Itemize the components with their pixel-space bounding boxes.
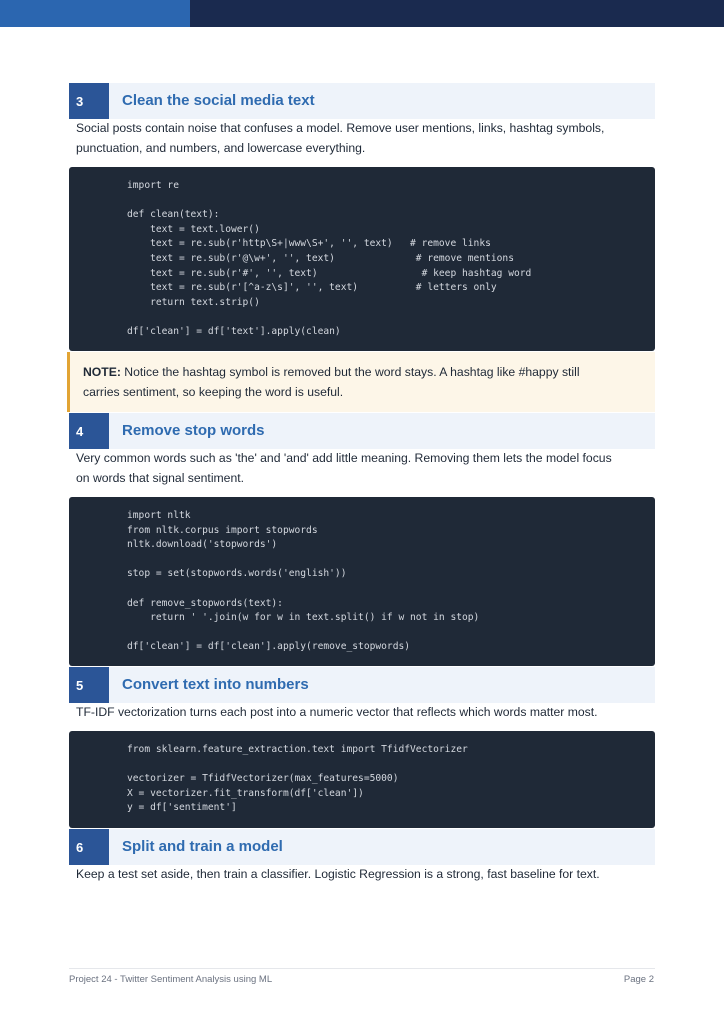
- code-line: [127, 194, 655, 209]
- step-title: Clean the social media text: [122, 92, 315, 109]
- step-number: 6: [69, 829, 109, 865]
- code-line: df['clean'] = df['clean'].apply(remove_stopwords): [127, 641, 411, 653]
- step-4-description: [76, 448, 654, 488]
- paragraph-line: Social posts contain noise that confuses a model. Remove user mentions, links, hashtag symbols,: [76, 121, 605, 135]
- note-line: [83, 362, 641, 382]
- code-line: nltk.download('stopwords'): [127, 539, 278, 551]
- code-line: text = re.sub(r'[^a-z\s]', '', text) # letters only: [127, 282, 497, 294]
- step-3-header: [69, 83, 655, 119]
- code-line: import nltk: [127, 510, 191, 521]
- step-6-header: [69, 829, 655, 865]
- code-line: import re: [127, 180, 179, 191]
- step-title: Convert text into numbers: [122, 676, 309, 693]
- note-line: carries sentiment, so keeping the word is useful.: [83, 385, 344, 399]
- step-title: Split and train a model: [122, 838, 283, 855]
- step-3-description: [76, 118, 654, 158]
- step-number: 5: [69, 667, 109, 703]
- code-block-tfidf[interactable]: [69, 731, 655, 828]
- code-line: df['clean'] = df['text'].apply(clean): [127, 325, 341, 337]
- code-line: vectorizer = TfidfVectorizer(max_features=5000): [127, 773, 399, 785]
- paragraph-line: Keep a test set aside, then train a classifier. Logistic Regression is a strong, fast baseline for text.: [76, 867, 600, 881]
- code-line: def remove_stopwords(text):: [127, 597, 283, 609]
- code-line: from sklearn.feature_extraction.text import TfidfVectorizer: [127, 744, 468, 755]
- step-title: Remove stop words: [122, 422, 265, 439]
- top-banner: [0, 0, 724, 27]
- step-number: 3: [69, 83, 109, 119]
- code-line: stop = set(stopwords.words('english')): [127, 568, 347, 580]
- footer-divider: [69, 968, 655, 969]
- code-line: [127, 310, 655, 325]
- code-line: text = re.sub(r'@\w+', '', text) # remove mentions: [127, 252, 514, 264]
- code-line: def clean(text):: [127, 209, 220, 221]
- code-line: [127, 758, 655, 773]
- note-label: NOTE:: [83, 365, 121, 379]
- paragraph-line: punctuation, and numbers, and lowercase everything.: [76, 141, 366, 155]
- code-line: y = df['sentiment']: [127, 802, 237, 814]
- code-block-stopwords[interactable]: [69, 497, 655, 666]
- paragraph-line: TF-IDF vectorization turns each post into a numeric vector that reflects which words matter most.: [76, 705, 598, 719]
- code-line: return ' '.join(w for w in text.split() if w not in stop): [127, 612, 480, 624]
- code-line: return text.strip(): [127, 296, 260, 308]
- note-callout: [67, 352, 655, 412]
- step-6-description: [76, 864, 654, 884]
- note-text: Notice the hashtag symbol is removed but the word stays. A hashtag like #happy still: [120, 365, 580, 379]
- code-line: X = vectorizer.fit_transform(df['clean']): [127, 787, 364, 799]
- code-line: text = re.sub(r'http\S+|www\S+', '', text) # remove links: [127, 238, 491, 250]
- step-4-header: [69, 413, 655, 449]
- footer-page-number: Page 2: [623, 974, 654, 985]
- paragraph-line: on words that signal sentiment.: [76, 471, 245, 485]
- code-block-clean[interactable]: [69, 167, 655, 351]
- step-5-header: [69, 667, 655, 703]
- step-number: 4: [69, 413, 109, 449]
- code-line: [127, 582, 655, 597]
- step-5-description: [76, 702, 654, 722]
- code-line: from nltk.corpus import stopwords: [127, 524, 318, 536]
- code-line: text = text.lower(): [127, 223, 260, 235]
- code-line: [127, 626, 655, 641]
- top-banner-accent: [0, 0, 190, 27]
- code-line: [127, 553, 655, 568]
- paragraph-line: Very common words such as 'the' and 'and' add little meaning. Removing them lets the model focus: [76, 451, 612, 465]
- footer-project-title: Project 24 - Twitter Sentiment Analysis using ML: [69, 974, 273, 985]
- code-line: text = re.sub(r'#', '', text) # keep hashtag word: [127, 267, 532, 279]
